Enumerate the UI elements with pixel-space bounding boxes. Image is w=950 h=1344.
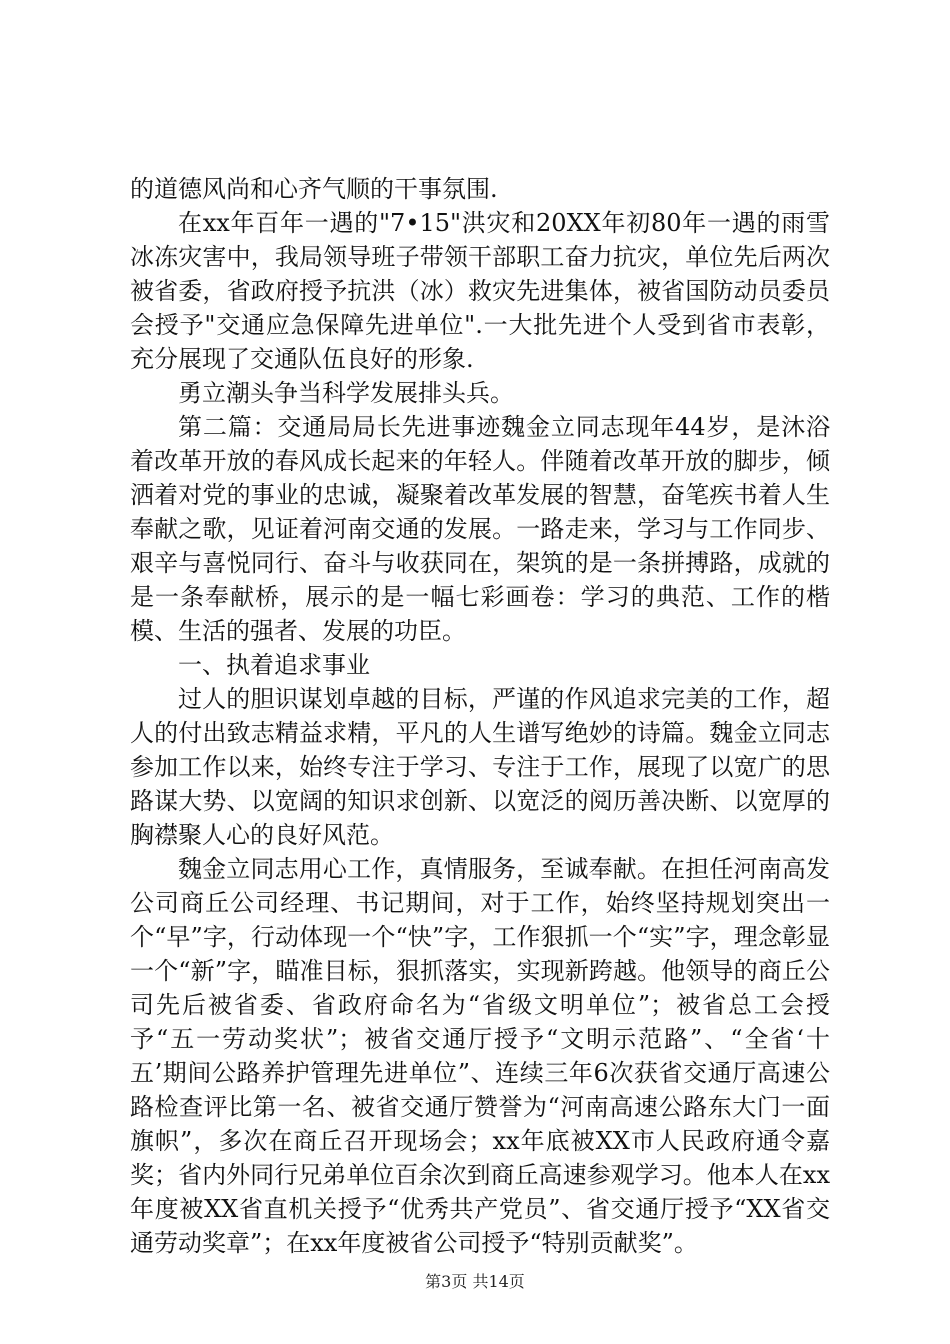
paragraph-4: 第二篇：交通局局长先进事迹魏金立同志现年44岁，是沐浴着改革开放的春风成长起来的年轻人。伴随着改革开放的脚步，倾洒着对党的事业的忠诚，凝聚着改革发展的智慧，奋笔疾书着人生奉献之歌，见证着河南交通的发展。一路走来，学习与工作同步、艰辛与喜悦同行、奋斗与收获同在，架筑的是一条拼搏路，成就的是一条奉献桥，展示的是一幅七彩画卷：学习的典范、工作的楷模、生活的强者、发展的功臣。 <box>130 413 830 645</box>
paragraph-1: 的道德风尚和心齐气顺的干事氛围. <box>130 175 498 203</box>
paragraph-7: 魏金立同志用心工作，真情服务，至诚奉献。在担任河南高发公司商丘公司经理、书记期间，对于工作，始终坚持规划突出一个“早”字，行动体现一个“快”字，工作狠抓一个“实”字，理念彰显一个“新”字，瞄准目标，狠抓落实，实现新跨越。他领导的商丘公司先后被省委、省政府命名为“省级文明单位”；被省总工会授予“五一劳动奖状”；被省交通厅授予“文明示范路”、“全省‘十五’期间公路养护管理先进单位”、连续三年6次获省交通厅高速公路检查评比第一名、被省交通厅赞誉为“河南高速公路东大门一面旗帜”，多次在商丘召开现场会；xx年底被XX市人民政府通令嘉奖；省内外同行兄弟单位百余次到商丘高速参观学习。他本人在xx年度被XX省直机关授予“优秀共产党员”、省交通厅授予“XX省交通劳动奖章”；在xx年度被省公司授予“特别贡献奖”。 <box>130 855 830 1257</box>
section-heading: 一、执着追求事业 <box>178 651 370 679</box>
paragraph-3: 勇立潮头争当科学发展排头兵。 <box>178 379 514 407</box>
paragraph-6: 过人的胆识谋划卓越的目标，严谨的作风追求完美的工作，超人的付出致志精益求精，平凡的人生谱写绝妙的诗篇。魏金立同志参加工作以来，始终专注于学习、专注于工作，展现了以宽广的思路谋大势、以宽阔的知识求创新、以宽泛的阅历善决断、以宽厚的胸襟聚人心的良好风范。 <box>130 685 830 849</box>
page-footer: 第3页 共14页 <box>425 1272 525 1291</box>
paragraph-2: 在xx年百年一遇的"7•15"洪灾和20XX年初80年一遇的雨雪冰冻灾害中，我局领导班子带领干部职工奋力抗灾，单位先后两次被省委，省政府授予抗洪（冰）救灾先进集体，被省国防动员委员会授予"交通应急保障先进单位".一大批先进个人受到省市表彰，充分展现了交通队伍良好的形象. <box>130 209 830 373</box>
document-page <box>130 172 830 1260</box>
